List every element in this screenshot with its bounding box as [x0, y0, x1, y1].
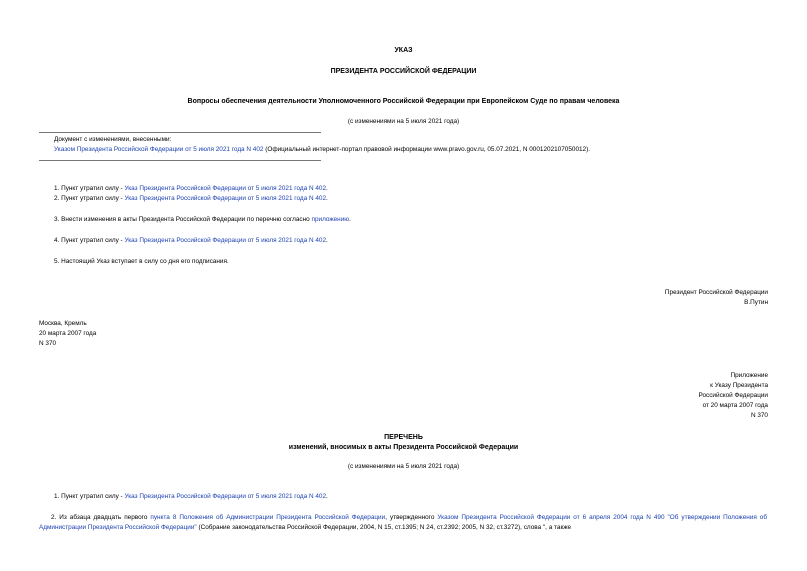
- signature-position: Президент Российской Федерации: [664, 289, 768, 296]
- item-link[interactable]: Указ Президента Российской Федерации от 5 июля 2021 года N 402: [124, 237, 327, 244]
- item-text: 3. Внести изменения в акты Президента Российской Федерации по перечню согласно: [54, 216, 312, 223]
- changes-source: (Официальный интернет-портал правовой информации www.pravo.gov.ru, 05.07.2021, N 0001202107050012).: [263, 146, 591, 153]
- divider-top: [39, 132, 321, 133]
- item-link[interactable]: пункта 8 Положения об Администрации Президента Российской Федерации: [150, 514, 386, 521]
- place: Москва, Кремль: [39, 320, 87, 327]
- divider-bottom: [39, 160, 321, 161]
- appendix-number: N 370: [750, 412, 768, 419]
- list-item: [54, 195, 328, 203]
- date: 20 марта 2007 года: [39, 330, 97, 337]
- appendix-date: от 20 марта 2007 года: [702, 402, 768, 409]
- item-text: 5. Настоящий Указ вступает в силу со дня его подписания.: [54, 258, 229, 265]
- item-link[interactable]: приложению: [311, 216, 350, 223]
- list-item: [54, 237, 328, 245]
- item-tail: .: [326, 185, 328, 192]
- appendix-issuer: Российской Федерации: [698, 392, 768, 399]
- item-link[interactable]: Указ Президента Российской Федерации от 5 июля 2021 года N 402: [124, 493, 327, 500]
- page-title: Вопросы обеспечения деятельности Уполномоченного Российской Федерации при Европейском Суде по правам человека: [187, 98, 620, 105]
- decree-number: N 370: [39, 340, 57, 347]
- item-text: 1. Пункт утратил силу -: [54, 493, 125, 500]
- item-link[interactable]: Указом Президента Российской Федерации от 6 апреля 2004 года N 490 "Об утверждении Положения об Администрации Президента Российской Федерации": [39, 514, 768, 531]
- item-text: 2. Пункт утратил силу -: [54, 195, 125, 202]
- changes-label: Документ с изменениями, внесенными:: [54, 136, 172, 143]
- appendix-ref: к Указу Президента: [710, 382, 768, 389]
- list-item: [54, 216, 351, 224]
- decree-issuer: ПРЕЗИДЕНТА РОССИЙСКОЙ ФЕДЕРАЦИИ: [330, 68, 477, 75]
- list-subtitle: изменений, вносимых в акты Президента Российской Федерации: [288, 444, 519, 451]
- decree-type: УКАЗ: [394, 47, 413, 54]
- list-item: [54, 185, 328, 193]
- item-text: , утвержденного: [385, 514, 438, 521]
- item-tail: .: [326, 195, 328, 202]
- changes-link[interactable]: Указом Президента Российской Федерации от 5 июля 2021 года N 402: [54, 146, 264, 153]
- item-text: 1. Пункт утратил силу -: [54, 185, 125, 192]
- list-amended-note: (с изменениями на 5 июля 2021 года): [347, 463, 460, 470]
- item-tail: .: [349, 216, 351, 223]
- item-tail: .: [326, 237, 328, 244]
- list-item-paragraph: [39, 513, 767, 533]
- item-text: 4. Пункт утратил силу -: [54, 237, 125, 244]
- amended-note: (с изменениями на 5 июля 2021 года): [347, 118, 460, 125]
- signature-name: В.Путин: [744, 299, 768, 306]
- appendix-label: Приложение: [730, 372, 768, 379]
- item-link[interactable]: Указ Президента Российской Федерации от 5 июля 2021 года N 402: [124, 185, 327, 192]
- list-item: [54, 258, 229, 266]
- item-text: (Собрание законодательства Российской Федерации, 2004, N 15, ст.1395; N 24, ст.2392; 2005, N 32, ст.3272), слова ", а также: [196, 524, 572, 531]
- list-title: ПЕРЕЧЕНЬ: [384, 434, 423, 441]
- item-link[interactable]: Указ Президента Российской Федерации от 5 июля 2021 года N 402: [124, 195, 327, 202]
- list-item: [54, 493, 328, 501]
- item-text: 2. Из абзаца двадцать первого: [51, 514, 151, 521]
- item-tail: .: [326, 493, 328, 500]
- changes-line: [54, 146, 590, 154]
